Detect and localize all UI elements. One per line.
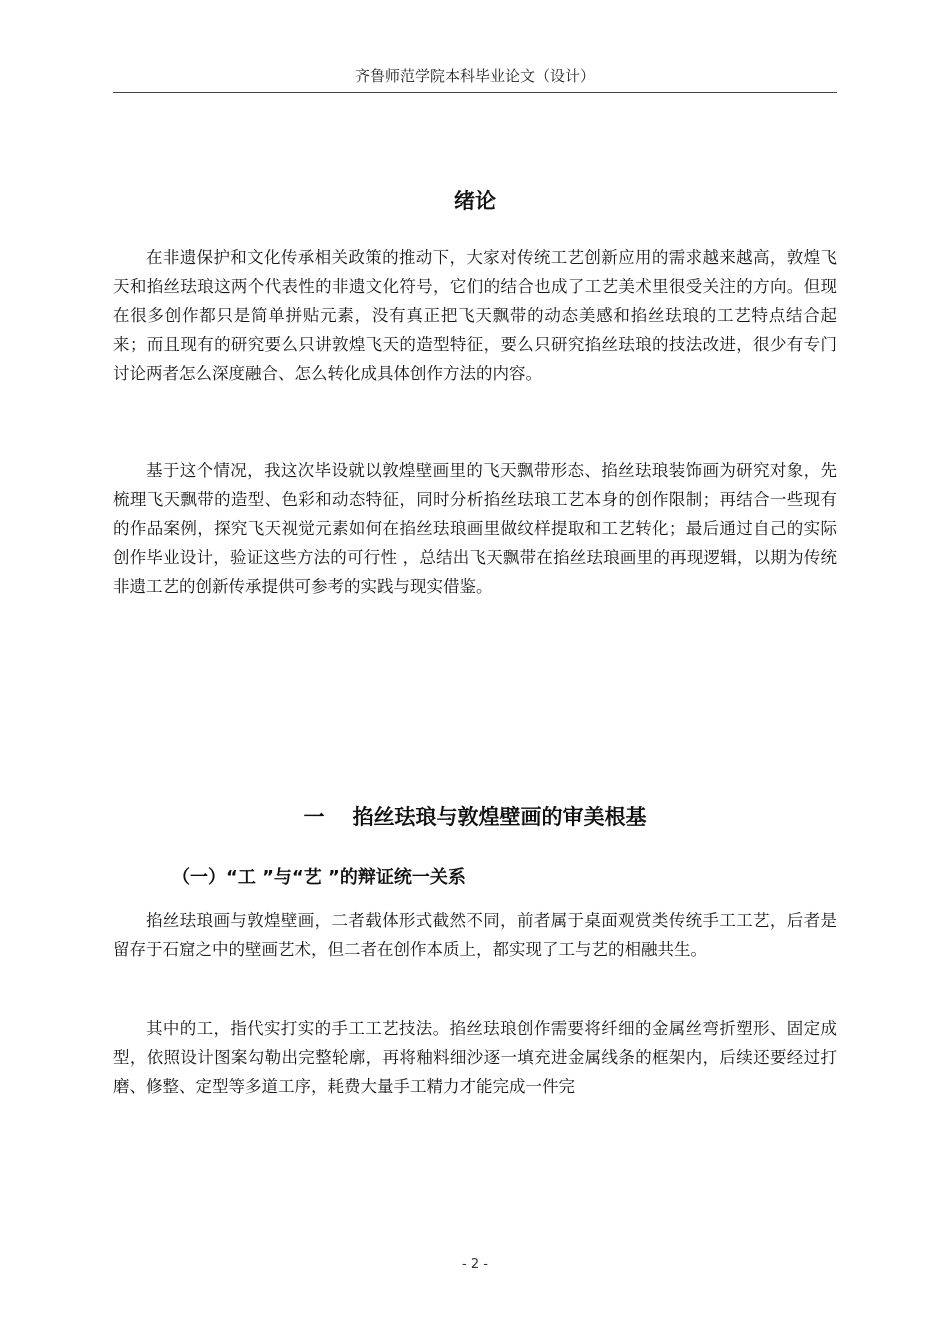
header-divider bbox=[113, 92, 837, 93]
section-paragraph-2: 其中的工，指代实打实的手工工艺技法。掐丝珐琅创作需要将纤细的金属丝弯折塑形、固定成型，依照设计图案勾勒出完整轮廓，再将釉料细沙逐一填充进金属线条的框架内，后续还要经过打磨、修整、定型等多道工序，耗费大量手工精力才能完成一件完 bbox=[113, 1019, 837, 1096]
chapter-number: 一 bbox=[303, 805, 325, 829]
chapter-title: 掐丝珐琅与敦煌壁画的审美根基 bbox=[352, 805, 647, 829]
intro-paragraph-1: 在非遗保护和文化传承相关政策的推动下，大家对传统工艺创新应用的需求越来越高，敦煌飞天和掐丝珐琅这两个代表性的非遗文化符号，它们的结合也成了工艺美术里很受关注的方向。但现在很多创作都只是简单拼贴元素，没有真正把飞天飘带的动态美感和掐丝珐琅的工艺特点结合起来；而且现有的研究要么只讲敦煌飞天的造型特征，要么只研究掐丝珐琅的技法改进，很少有专门讨论两者怎么深度融合、怎么转化成具体创作方法的内容。 bbox=[113, 248, 837, 383]
intro-paragraph-2: 基于这个情况，我这次毕设就以敦煌壁画里的飞天飘带形态、掐丝珐琅装饰画为研究对象，先梳理飞天飘带的造型、色彩和动态特征，同时分析掐丝珐琅工艺本身的创作限制；再结合一些现有的作品案例，探究飞天视觉元素如何在掐丝珐琅画里做纹样提取和工艺转化；最后通过自己的实际创作毕业设计，验证这些方法的可行性 ，总结出飞天飘带在掐丝珐琅画里的再现逻辑，以期为传统非遗工艺的创新传承提供可参考的实践与现实借鉴。 bbox=[113, 461, 837, 596]
chapter-heading bbox=[113, 802, 837, 832]
intro-heading: 绪论 bbox=[454, 189, 496, 213]
section-paragraph-1: 掐丝珐琅画与敦煌壁画，二者载体形式截然不同，前者属于桌面观赏类传统手工工艺，后者是留存于石窟之中的壁画艺术，但二者在创作本质上，都实现了工与艺的相融共生。 bbox=[113, 911, 837, 959]
section-heading: （一）“工 ”与“艺 ”的辩证统一关系 bbox=[172, 867, 466, 888]
running-header: 齐鲁师范学院本科毕业论文（设计） bbox=[354, 67, 595, 85]
page-number: - 2 - bbox=[462, 1257, 488, 1272]
